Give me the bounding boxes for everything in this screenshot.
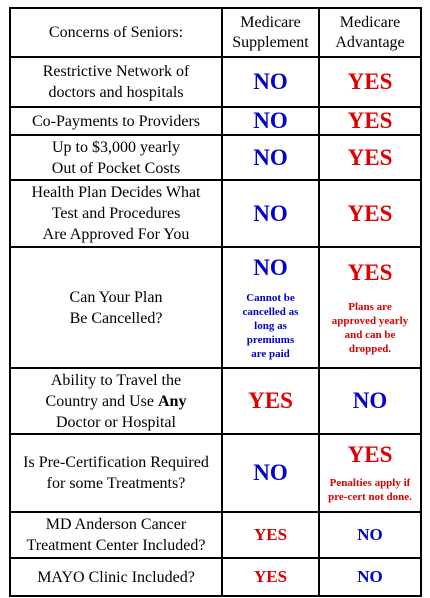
header-advantage-line1: Medicare xyxy=(339,13,401,31)
supplement-answer: NO xyxy=(253,254,288,280)
advantage-answer: YES xyxy=(347,69,393,94)
concern-line: for some Treatments? xyxy=(46,475,186,492)
supplement-answer: NO xyxy=(253,460,288,485)
supplement-cell xyxy=(222,107,319,135)
advantage-answer: YES xyxy=(347,144,393,170)
table-row xyxy=(10,180,421,247)
comparison-table xyxy=(9,7,422,597)
table-row xyxy=(10,135,421,180)
supplement-answer: NO xyxy=(253,108,288,133)
table-row xyxy=(10,368,421,434)
table-row xyxy=(10,558,421,596)
table-row xyxy=(10,434,421,512)
concern-line: Restrictive Network of xyxy=(42,63,190,80)
concern-cell xyxy=(10,558,222,596)
note-line: approved yearly xyxy=(331,314,409,327)
note-line: cancelled as xyxy=(242,305,299,318)
concern-line: Out of Pocket Costs xyxy=(51,159,181,177)
supplement-cell xyxy=(222,247,319,368)
concern-line: Treatment Center Included? xyxy=(26,537,206,554)
concern-cell xyxy=(10,434,222,512)
concern-emphasis: Any xyxy=(157,392,187,410)
supplement-cell xyxy=(222,368,319,434)
concern-line: Country and Use xyxy=(45,392,154,410)
header-supplement-line1: Medicare xyxy=(240,13,301,31)
supplement-cell xyxy=(222,135,319,180)
advantage-cell xyxy=(319,247,421,368)
supplement-answer: YES xyxy=(253,525,288,544)
table-row xyxy=(10,107,421,135)
concern-line: Health Plan Decides What xyxy=(31,184,201,201)
advantage-cell xyxy=(319,558,421,596)
concern-cell xyxy=(10,247,222,368)
header-advantage-line2: Advantage xyxy=(335,33,405,51)
concern-line: Can Your Plan xyxy=(69,288,163,306)
supplement-answer: NO xyxy=(253,200,288,226)
supplement-answer: NO xyxy=(253,69,288,94)
concern-line: Test and Procedures xyxy=(51,205,181,222)
note-line: and can be xyxy=(344,328,396,341)
supplement-cell xyxy=(222,512,319,558)
note-line: premiums xyxy=(246,333,295,346)
concern-line: Ability to Travel the xyxy=(50,371,182,389)
note-line: pre-cert not done. xyxy=(328,491,412,503)
advantage-note xyxy=(322,476,418,504)
header-supplement xyxy=(222,8,319,57)
advantage-cell xyxy=(319,107,421,135)
header-advantage xyxy=(319,8,421,57)
note-line: long as xyxy=(254,319,287,332)
concern-cell xyxy=(10,57,222,107)
concern-cell xyxy=(10,107,222,135)
concern-line: Doctor or Hospital xyxy=(56,413,176,431)
advantage-cell xyxy=(319,368,421,434)
advantage-cell xyxy=(319,180,421,247)
supplement-answer: YES xyxy=(248,388,293,413)
advantage-answer: YES xyxy=(347,200,393,226)
concern-line: Is Pre-Certification Required xyxy=(23,454,209,471)
advantage-answer: YES xyxy=(347,442,393,467)
advantage-cell xyxy=(319,57,421,107)
header-concerns: Concerns of Seniors: xyxy=(10,8,222,57)
concern-line: Be Cancelled? xyxy=(69,309,163,327)
concern-cell xyxy=(10,135,222,180)
table-row xyxy=(10,247,421,368)
table-row xyxy=(10,512,421,558)
supplement-note xyxy=(225,291,316,361)
advantage-note xyxy=(322,300,418,356)
advantage-answer: NO xyxy=(352,388,388,413)
advantage-cell xyxy=(319,434,421,512)
concern-line: Are Approved For You xyxy=(42,226,190,243)
advantage-answer: NO xyxy=(357,567,383,586)
table-row xyxy=(10,57,421,107)
supplement-cell xyxy=(222,180,319,247)
supplement-cell xyxy=(222,558,319,596)
supplement-answer: NO xyxy=(253,144,288,170)
advantage-cell xyxy=(319,135,421,180)
concern-line: MD Anderson Cancer xyxy=(45,516,187,533)
advantage-answer: YES xyxy=(347,108,393,133)
concern-line: doctors and hospitals xyxy=(48,84,184,101)
header-supplement-line2: Supplement xyxy=(232,33,309,51)
note-line: dropped. xyxy=(348,342,392,355)
note-line: are paid xyxy=(251,347,290,360)
note-line: Penalties apply if xyxy=(329,477,411,489)
advantage-cell xyxy=(319,512,421,558)
note-line: Cannot be xyxy=(246,291,295,304)
concern-cell xyxy=(10,180,222,247)
advantage-answer: NO xyxy=(357,525,383,544)
supplement-answer: YES xyxy=(253,567,288,586)
supplement-cell xyxy=(222,57,319,107)
concern-cell xyxy=(10,512,222,558)
concern-line: Up to $3,000 yearly xyxy=(52,138,180,156)
header-row xyxy=(10,8,421,57)
concern-line: Co-Payments to Providers xyxy=(32,112,200,130)
concern-line: MAYO Clinic Included? xyxy=(37,568,195,586)
advantage-answer: YES xyxy=(347,259,393,285)
supplement-cell xyxy=(222,434,319,512)
concern-cell xyxy=(10,368,222,434)
note-line: Plans are xyxy=(348,300,392,313)
